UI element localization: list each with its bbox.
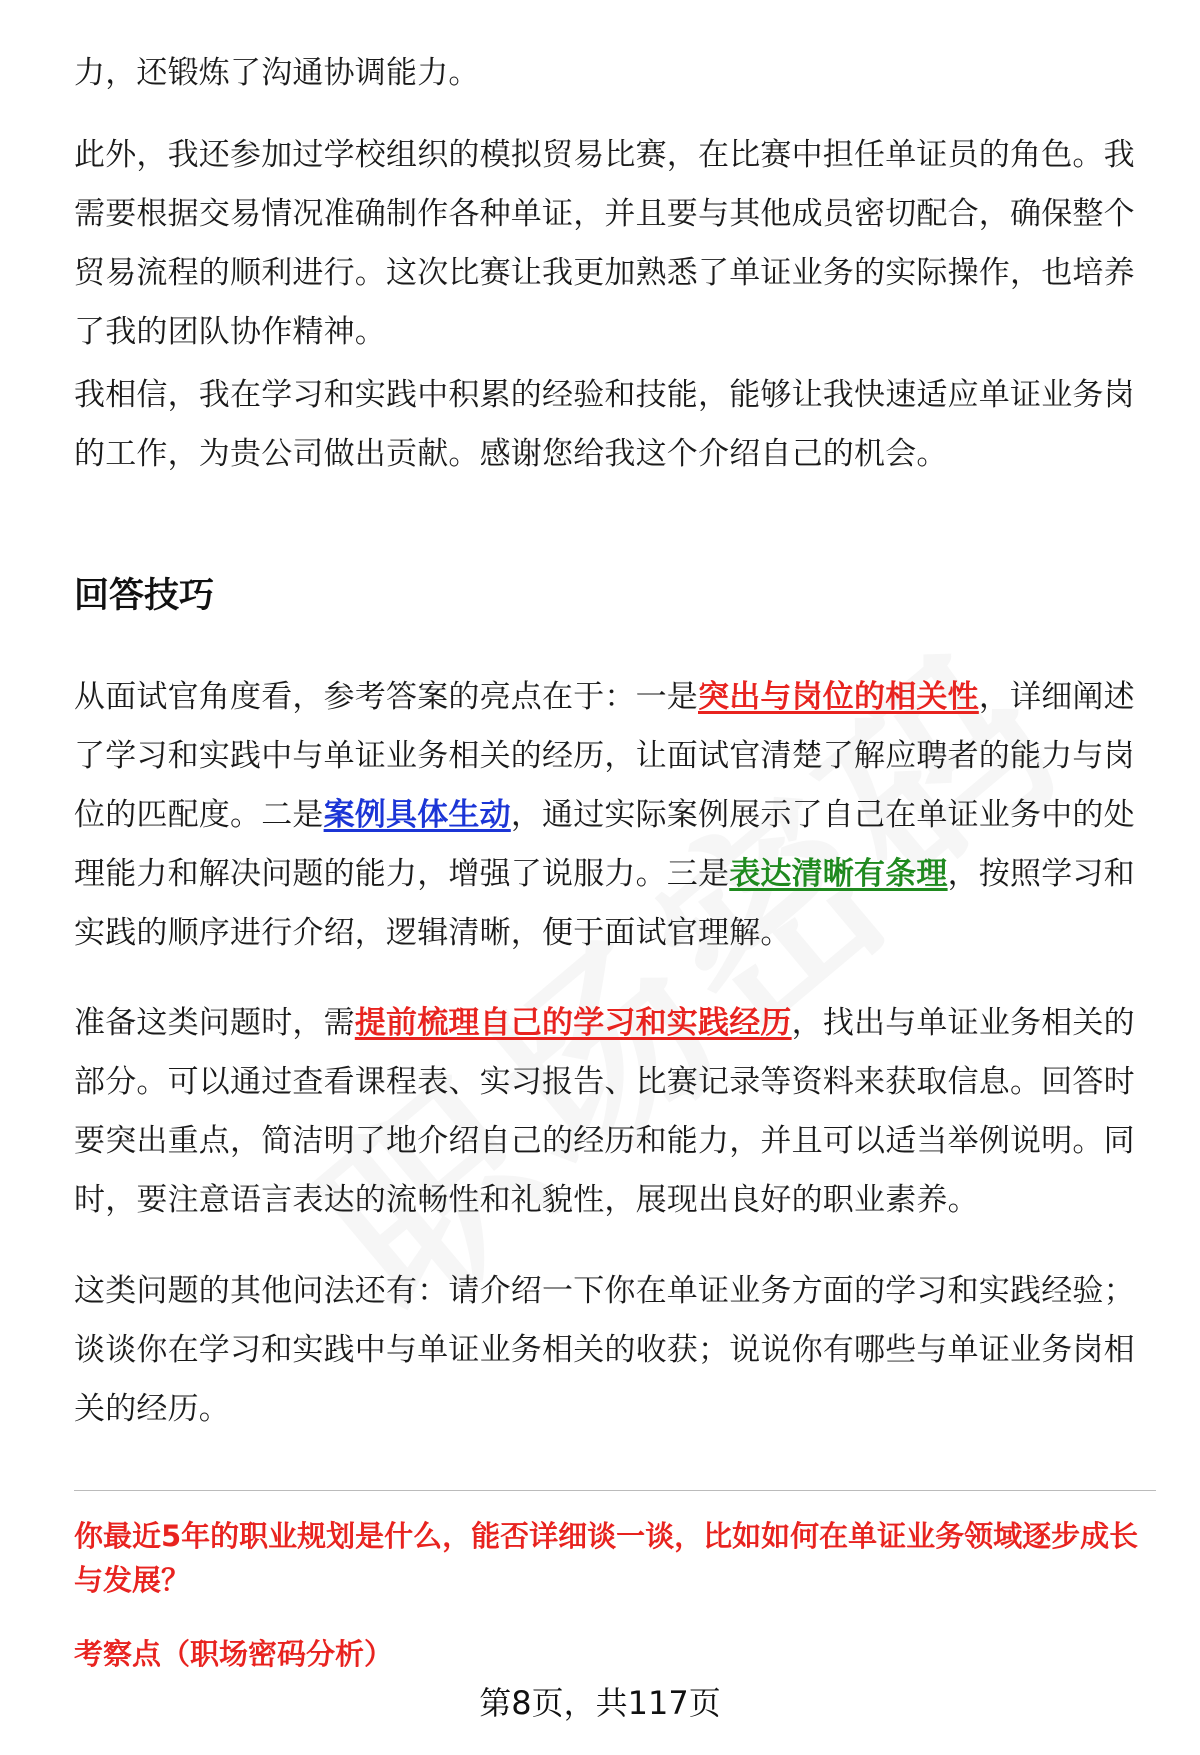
sub-heading-examination-point: 考察点（职场密码分析） bbox=[74, 1637, 394, 1671]
highlight-prepare: 提前梳理自己的学习和实践经历 bbox=[354, 1005, 792, 1041]
tips-text: ，找出与单证业务相关的部分。可以通过查看课程表、实习报告、比赛记录等资料来获取信息。回答时要突出重点，简洁明了地介绍自己的经历和能力，并且可以适当举例说明。同时，要注意语言表达的流畅性和礼貌性，展现出良好的职业素养。 bbox=[74, 1005, 1135, 1218]
highlight-case: 案例具体生动 bbox=[323, 797, 511, 833]
tips-paragraph-1 bbox=[74, 668, 1156, 963]
paragraph-1: 力，还锻炼了沟通协调能力。 bbox=[74, 55, 480, 91]
tips-text: 从面试官角度看，参考答案的亮点在于：一是 bbox=[74, 679, 698, 715]
section-heading-answer-tips: 回答技巧 bbox=[74, 576, 215, 616]
section-divider bbox=[74, 1490, 1156, 1491]
paragraph-3: 我相信，我在学习和实践中积累的经验和技能，能够让我快速适应单证业务岗的工作，为贵公司做出贡献。感谢您给我这个介绍自己的机会。 bbox=[74, 377, 1135, 472]
tips-paragraph-2 bbox=[74, 994, 1156, 1230]
paragraph-2: 此外，我还参加过学校组织的模拟贸易比赛，在比赛中担任单证员的角色。我需要根据交易情况准确制作各种单证，并且要与其他成员密切配合，确保整个贸易流程的顺利进行。这次比赛让我更加熟悉了单证业务的实际操作，也培养了我的团队协作精神。 bbox=[74, 137, 1135, 350]
tips-text: ，通过实际案例展示了自己在单证业务中的处理能力和解决问题的能力，增强了说服力。三是 bbox=[74, 797, 1135, 892]
highlight-relevance: 突出与岗位的相关性 bbox=[698, 679, 979, 715]
tips-text: ，详细阐述了学习和实践中与单证业务相关的经历，让面试官清楚了解应聘者的能力与岗位的匹配度。二是 bbox=[74, 679, 1135, 833]
page-footer: 第8页，共117页 bbox=[479, 1684, 721, 1722]
tips-text: 准备这类问题时，需 bbox=[74, 1005, 355, 1041]
tips-paragraph-3: 这类问题的其他问法还有：请介绍一下你在单证业务方面的学习和实践经验；谈谈你在学习和实践中与单证业务相关的收获；说说你有哪些与单证业务岗相关的经历。 bbox=[74, 1273, 1135, 1427]
next-question: 你最近5年的职业规划是什么，能否详细谈一谈，比如如何在单证业务领域逐步成长与发展？ bbox=[74, 1519, 1139, 1597]
tips-text: ，按照学习和实践的顺序进行介绍，逻辑清晰，便于面试官理解。 bbox=[74, 856, 1135, 951]
highlight-clarity: 表达清晰有条理 bbox=[729, 856, 948, 892]
